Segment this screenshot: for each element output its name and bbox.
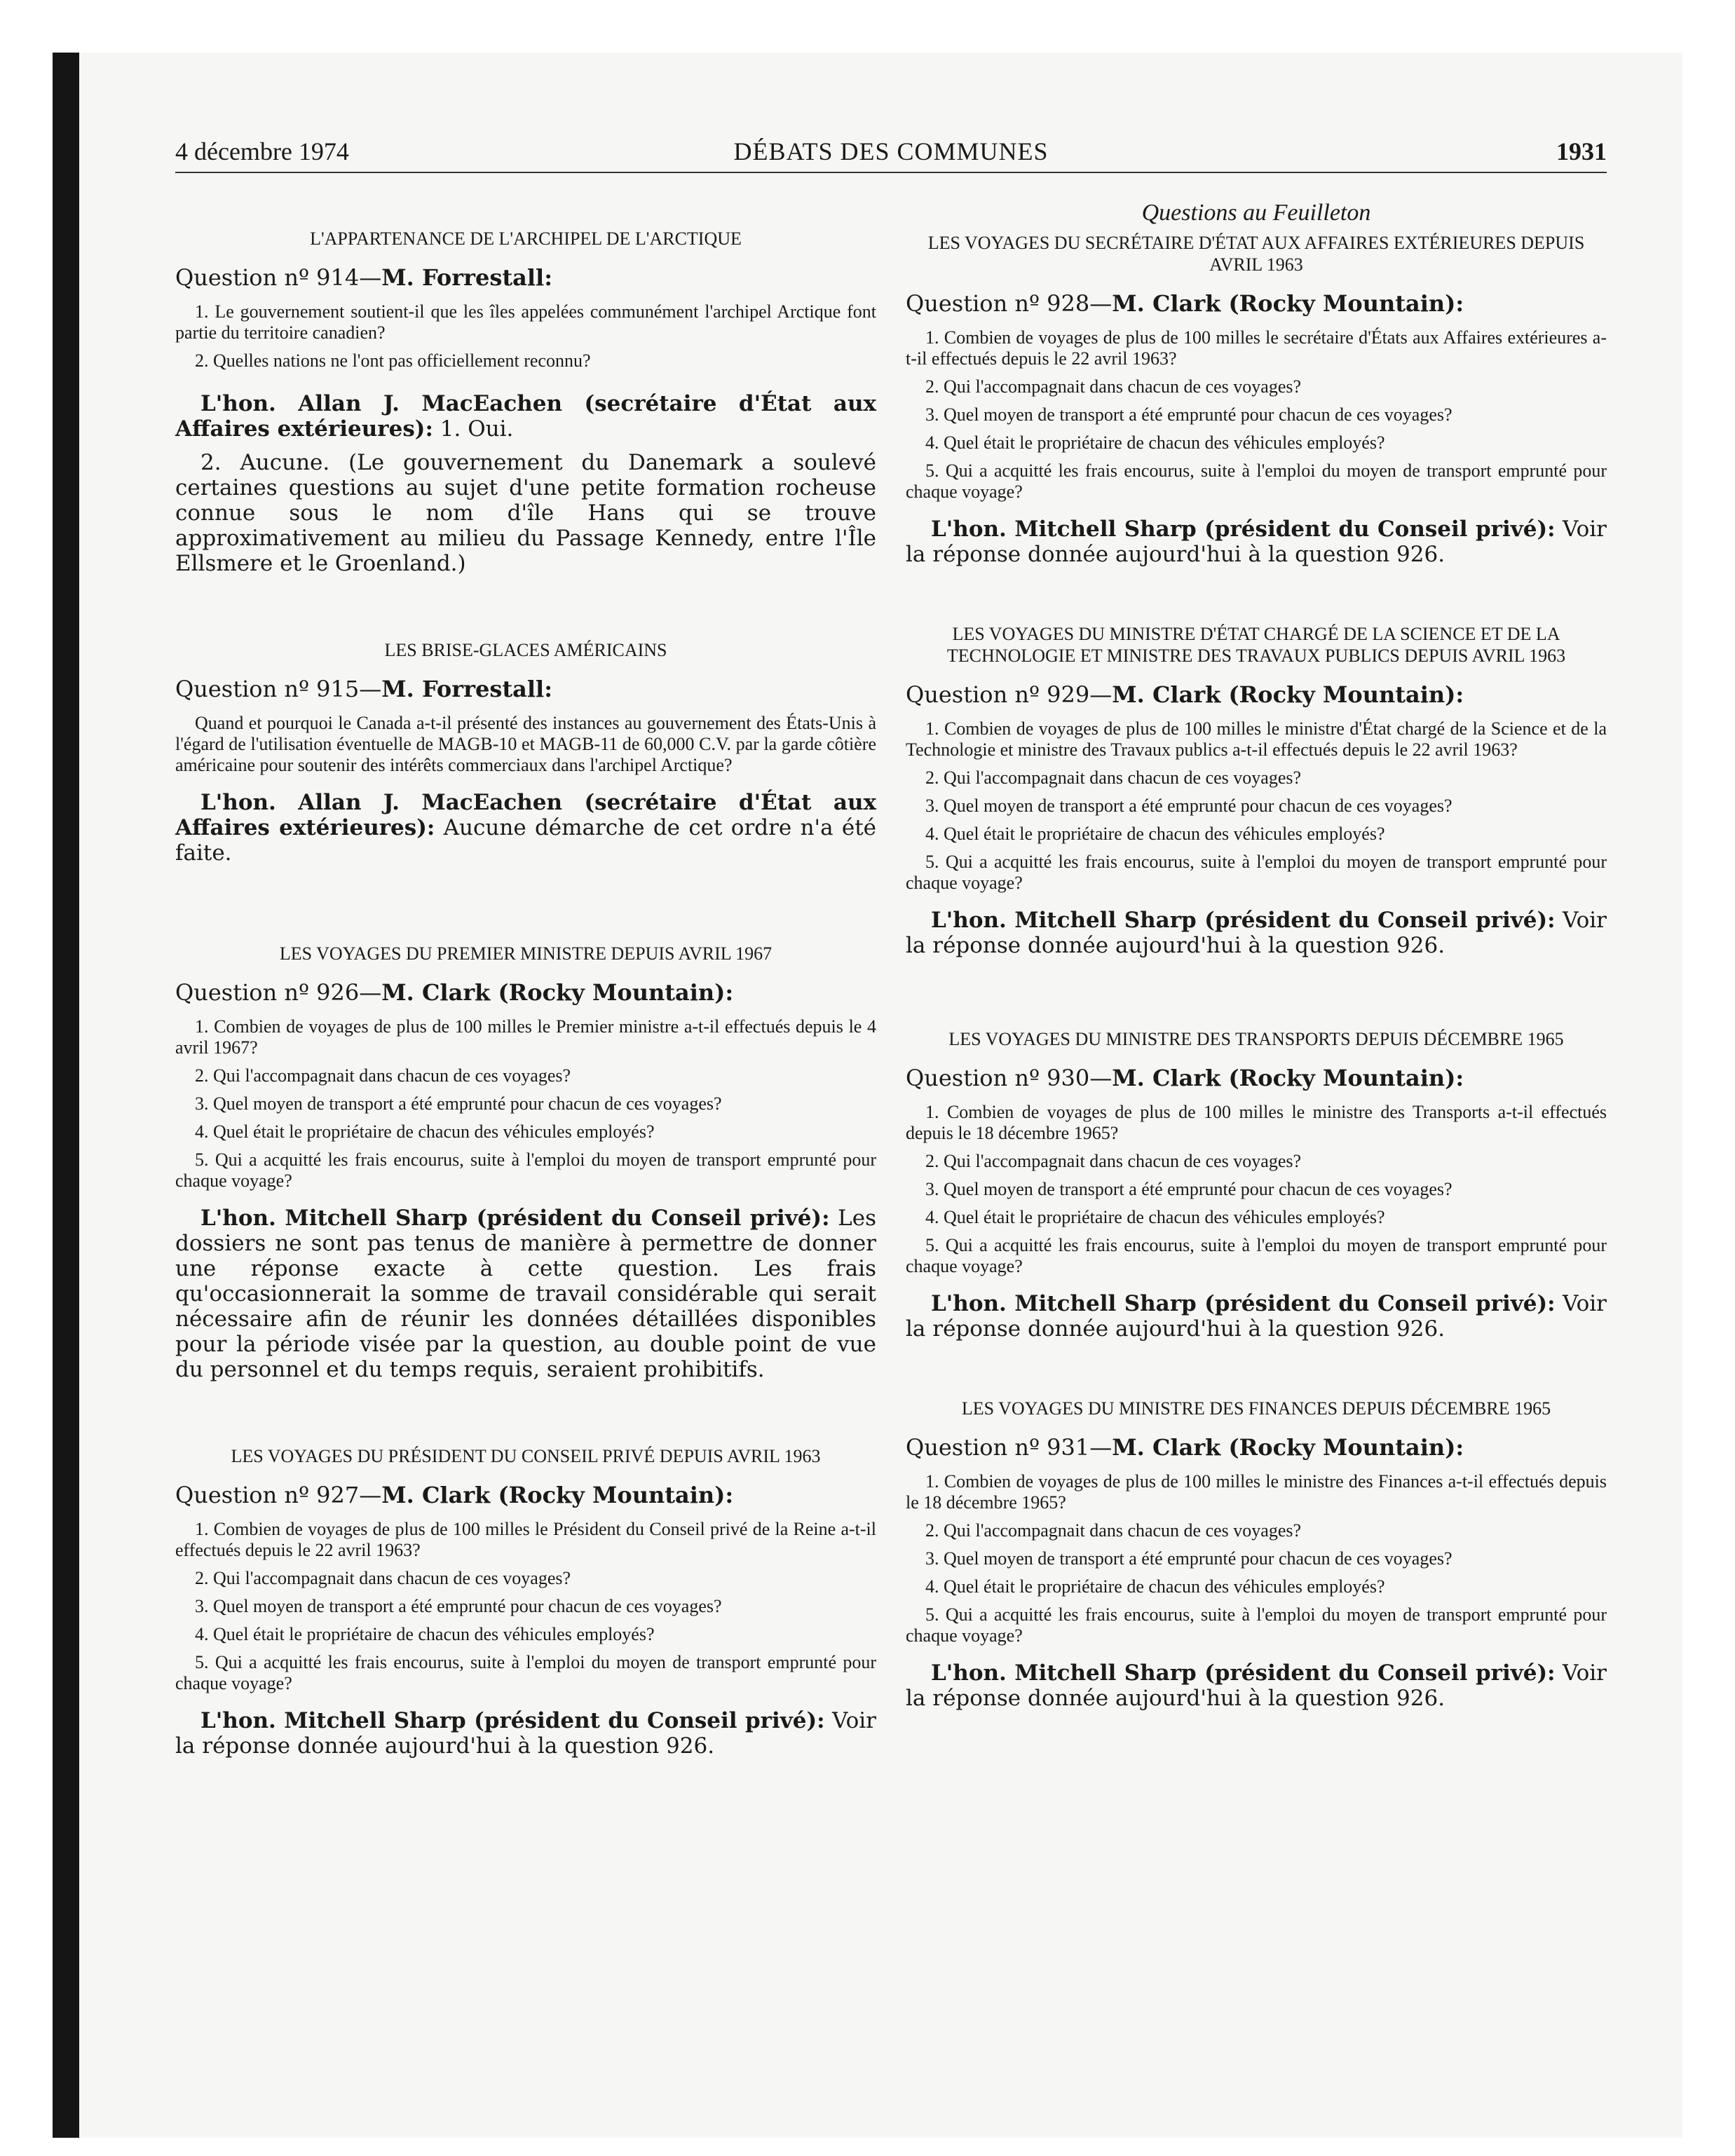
question-item: 4. Quel était le propriétaire de chacun des véhicules employés?: [925, 432, 1385, 453]
question-section: [906, 1028, 1607, 1342]
speaker-name: L'hon. Mitchell Sharp (président du Conseil privé):: [931, 517, 1556, 542]
question-item: 4. Quel était le propriétaire de chacun des véhicules employés?: [925, 1576, 1385, 1597]
speaker-name: L'hon. Mitchell Sharp (président du Conseil privé):: [931, 1660, 1556, 1686]
speaker-name: L'hon. Mitchell Sharp (président du Conseil privé):: [931, 1291, 1556, 1316]
section-heading: LES VOYAGES DU MINISTRE D'ÉTAT CHARGÉ DE LA SCIENCE ET DE LA TECHNOLOGIE ET MINISTRE DES TRAVAUX PUBLICS DEPUIS AVRIL 1963: [946, 624, 1566, 666]
answer-text: Aucune démarche de cet ordre n'a été faite.: [175, 815, 877, 866]
question-item: 5. Qui a acquitté les frais encourus, suite à l'emploi du moyen de transport emprunté pour chaque voyage?: [906, 460, 1607, 502]
question-section: [175, 228, 876, 576]
question-title: [175, 675, 876, 703]
section-heading: LES VOYAGES DU PREMIER MINISTRE DEPUIS AVRIL 1967: [279, 943, 773, 964]
question-section: [175, 639, 876, 866]
question-section: [175, 943, 876, 1382]
question-item: 2. Qui l'accompagnait dans chacun de ces voyages?: [925, 376, 1302, 397]
question-number: Question nº 915—: [175, 676, 382, 702]
question-item: 4. Quel était le propriétaire de chacun des véhicules employés?: [925, 824, 1385, 844]
question-item: 2. Quelles nations ne l'ont pas officiellement reconnu?: [195, 350, 591, 371]
answer-text: 1. Oui.: [440, 416, 514, 442]
section-heading: LES VOYAGES DU MINISTRE DES FINANCES DEPUIS DÉCEMBRE 1965: [961, 1398, 1551, 1419]
answer-text: Voir la réponse donnée aujourd'hui à la question 926.: [906, 1660, 1607, 1711]
question-item: 5. Qui a acquitté les frais encourus, suite à l'emploi du moyen de transport emprunté pour chaque voyage?: [175, 1652, 876, 1693]
question-asker: M. Clark (Rocky Mountain):: [1112, 290, 1464, 317]
question-item: 4. Quel était le propriétaire de chacun des véhicules employés?: [195, 1624, 655, 1644]
speaker-name: L'hon. Mitchell Sharp (président du Conseil privé):: [931, 908, 1556, 933]
question-item: 4. Quel était le propriétaire de chacun des véhicules employés?: [195, 1121, 655, 1142]
answer-text: Voir la réponse donnée aujourd'hui à la question 926.: [906, 1291, 1607, 1342]
question-item: 3. Quel moyen de transport a été emprunté pour chacun de ces voyages?: [195, 1596, 722, 1616]
page-number: 1931: [1556, 137, 1607, 165]
answer-paragraph: [906, 1660, 1607, 1711]
question-item: 2. Qui l'accompagnait dans chacun de ces voyages?: [195, 1065, 571, 1086]
question-number: Question nº 931—: [906, 1434, 1113, 1461]
question-item: 3. Quel moyen de transport a été emprunté pour chacun de ces voyages?: [195, 1093, 722, 1114]
question-number: Question nº 914—: [175, 264, 382, 291]
question-item: 2. Qui l'accompagnait dans chacun de ces voyages?: [925, 1151, 1302, 1171]
running-head: [175, 137, 1607, 173]
question-section: [906, 1398, 1607, 1711]
section-kicker: Questions au Feuilleton: [1141, 200, 1371, 226]
question-number: Question nº 926—: [175, 979, 382, 1006]
question-item: 5. Qui a acquitté les frais encourus, suite à l'emploi du moyen de transport emprunté pour chaque voyage?: [906, 852, 1607, 893]
question-asker: M. Forrestall:: [381, 676, 552, 702]
header-date: 4 décembre 1974: [175, 137, 349, 165]
question-item: 3. Quel moyen de transport a été emprunté pour chacun de ces voyages?: [925, 404, 1452, 425]
question-section: [175, 1445, 876, 1759]
question-item: 4. Quel était le propriétaire de chacun des véhicules employés?: [925, 1207, 1385, 1227]
question-item: 2. Qui l'accompagnait dans chacun de ces voyages?: [925, 1520, 1302, 1541]
question-asker: M. Clark (Rocky Mountain):: [381, 979, 734, 1006]
question-title: [175, 264, 876, 292]
question-item: 1. Le gouvernement soutient-il que les îles appelées communément l'archipel Arctique font partie du territoire canadien?: [175, 301, 876, 343]
question-item: 3. Quel moyen de transport a été emprunté pour chacun de ces voyages?: [925, 1548, 1452, 1569]
answer-paragraph: [906, 908, 1607, 958]
question-asker: M. Clark (Rocky Mountain):: [1112, 1434, 1464, 1461]
question-item: 5. Qui a acquitté les frais encourus, suite à l'emploi du moyen de transport emprunté pour chaque voyage?: [175, 1149, 876, 1191]
answer-paragraph: [175, 790, 876, 866]
question-title: [906, 289, 1607, 318]
question-title: [906, 1064, 1607, 1092]
speaker-name: L'hon. Mitchell Sharp (président du Conseil privé):: [200, 1206, 830, 1231]
question-item: 1. Combien de voyages de plus de 100 milles le ministre des Finances a-t-il effectués depuis le 18 décembre 1965?: [906, 1471, 1607, 1513]
question-item: 2. Qui l'accompagnait dans chacun de ces voyages?: [925, 767, 1302, 788]
question-title: [906, 681, 1607, 709]
question-item: 1. Combien de voyages de plus de 100 milles le Premier ministre a-t-il effectués depuis le 4 avril 1967?: [175, 1016, 876, 1058]
right-column: [906, 200, 1607, 1711]
answer-text: Voir la réponse donnée aujourd'hui à la question 926.: [175, 1708, 876, 1759]
question-number: Question nº 927—: [175, 1482, 382, 1508]
question-item: 5. Qui a acquitté les frais encourus, suite à l'emploi du moyen de transport emprunté pour chaque voyage?: [906, 1604, 1607, 1646]
speaker-name: L'hon. Mitchell Sharp (président du Conseil privé):: [200, 1708, 825, 1733]
question-number: Question nº 930—: [906, 1065, 1113, 1091]
question-title: [906, 1433, 1607, 1461]
left-column: [175, 200, 876, 1759]
question-item: 3. Quel moyen de transport a été emprunté pour chacun de ces voyages?: [925, 1179, 1452, 1199]
speaker-name: L'hon. Allan J. MacEachen (secrétaire d'État aux Affaires extérieures):: [175, 391, 876, 442]
header-title: DÉBATS DES COMMUNES: [733, 137, 1049, 165]
question-section: [906, 623, 1607, 958]
question-item: 2. Qui l'accompagnait dans chacun de ces voyages?: [195, 1568, 571, 1588]
answer-text: Les dossiers ne sont pas tenus de manière à permettre de donner une réponse exacte à cette question. Les frais qu'occasionnerait la somme de travail considérable qui serait nécessaire afin de réunir les données détaillées disponibles pour la période visée par la question, au double point de vue du personnel et du temps requis, seraient prohibitifs.: [175, 1206, 876, 1382]
answer-paragraph: [906, 1291, 1607, 1342]
question-number: Question nº 928—: [906, 290, 1113, 317]
question-item: 1. Combien de voyages de plus de 100 milles le ministre des Transports a-t-il effectués depuis le 18 décembre 1965?: [906, 1102, 1607, 1143]
question-item: 1. Combien de voyages de plus de 100 milles le secrétaire d'États aux Affaires extérieures a-t-il effectués depuis le 22 avril 1963?: [906, 327, 1607, 369]
question-item: 1. Combien de voyages de plus de 100 milles le ministre d'État chargé de la Science et de la Technologie et ministre des Travaux publics a-t-il effectués depuis le 22 avril 1963?: [906, 718, 1607, 760]
question-item: 5. Qui a acquitté les frais encourus, suite à l'emploi du moyen de transport emprunté pour chaque voyage?: [906, 1235, 1607, 1276]
question-title: [175, 978, 876, 1007]
question-asker: M. Clark (Rocky Mountain):: [381, 1482, 734, 1508]
question-asker: M. Clark (Rocky Mountain):: [1112, 1065, 1464, 1091]
question-item: Quand et pourquoi le Canada a-t-il présenté des instances au gouvernement des États-Unis à l'égard de l'utilisation éventuelle de MAGB-10 et MAGB-11 de 60,000 C.V. par la garde côtière américaine pour soutenir des intérêts commerciaux dans l'archipel Arctique?: [175, 713, 876, 775]
question-asker: M. Clark (Rocky Mountain):: [1112, 681, 1464, 708]
question-item: 1. Combien de voyages de plus de 100 milles le Président du Conseil privé de la Reine a-t-il effectués depuis le 22 avril 1963?: [175, 1519, 876, 1560]
speaker-name: L'hon. Allan J. MacEachen (secrétaire d'État aux Affaires extérieures):: [175, 790, 876, 840]
answer-paragraph: 2. Aucune. (Le gouvernement du Danemark a soulevé certaines questions au sujet d'une petite formation rocheuse connue sous le nom d'île Hans qui se trouve approximativement au milieu du Passage Kennedy, entre l'Île Ellsmere et le Groenland.): [175, 450, 876, 576]
answer-paragraph: [175, 1206, 876, 1382]
question-section: [906, 232, 1607, 567]
question-title: [175, 1481, 876, 1509]
question-asker: M. Forrestall:: [381, 264, 552, 291]
section-heading: LES VOYAGES DU PRÉSIDENT DU CONSEIL PRIVÉ DEPUIS AVRIL 1963: [231, 1446, 821, 1466]
section-heading: L'APPARTENANCE DE L'ARCHIPEL DE L'ARCTIQUE: [310, 228, 742, 249]
question-item: 3. Quel moyen de transport a été emprunté pour chacun de ces voyages?: [925, 796, 1452, 816]
section-heading: LES BRISE-GLACES AMÉRICAINS: [384, 640, 667, 660]
answer-paragraph: [175, 391, 876, 442]
answer-paragraph: [175, 1708, 876, 1759]
answer-text: Voir la réponse donnée aujourd'hui à la question 926.: [906, 517, 1607, 567]
section-heading: LES VOYAGES DU MINISTRE DES TRANSPORTS DEPUIS DÉCEMBRE 1965: [948, 1029, 1564, 1049]
scan-border: [53, 53, 79, 2138]
section-heading: LES VOYAGES DU SECRÉTAIRE D'ÉTAT AUX AFFAIRES EXTÉRIEURES DEPUIS AVRIL 1963: [927, 233, 1585, 275]
answer-text: Voir la réponse donnée aujourd'hui à la question 926.: [906, 908, 1607, 958]
answer-paragraph: [906, 517, 1607, 567]
question-number: Question nº 929—: [906, 681, 1113, 708]
